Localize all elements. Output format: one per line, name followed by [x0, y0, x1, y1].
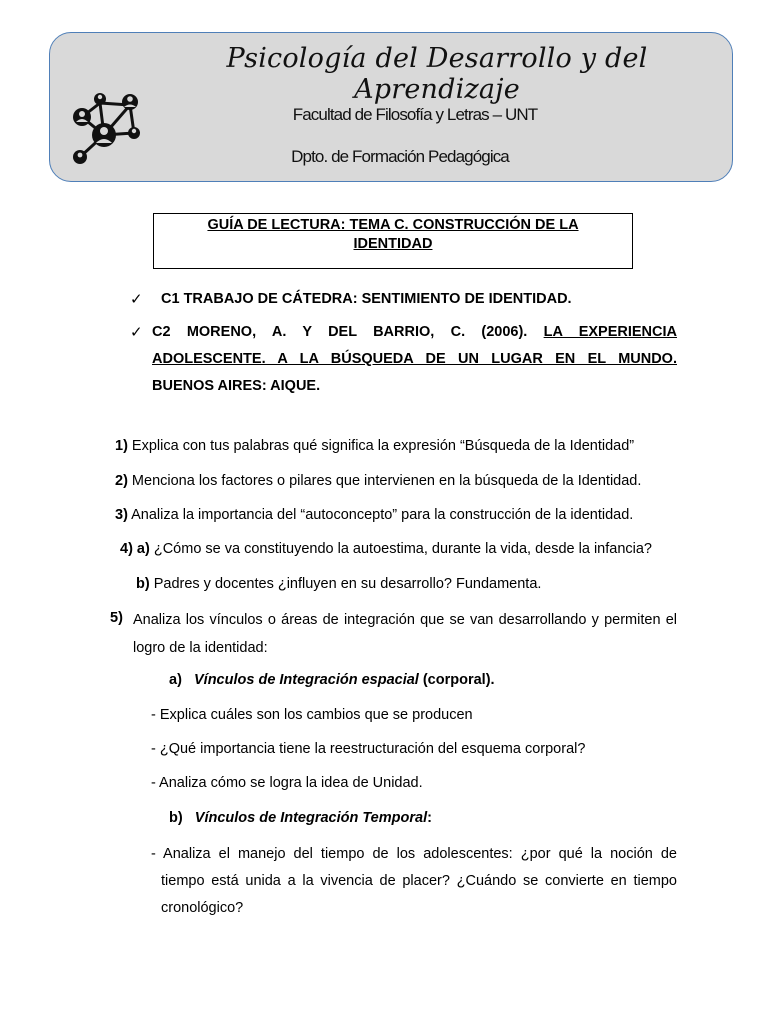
- question-text: Explica con tus palabras qué significa la expresión “Búsqueda de la Identidad”: [127, 438, 635, 454]
- section-letter: a): [169, 672, 182, 688]
- reference-text: [152, 319, 677, 400]
- reference-item-c2: [130, 323, 677, 400]
- question-text: Padres y docentes ¿influyen en su desarrollo? Fundamenta.: [149, 576, 542, 592]
- guide-title-box: [153, 213, 633, 269]
- section-b-heading: [169, 810, 432, 826]
- question-4a: [120, 541, 652, 557]
- question-text: Analiza los vínculos o áreas de integración que se van desarrollando y permiten el logro de la identidad:: [133, 612, 677, 656]
- guide-title-line1: GUÍA DE LECTURA: TEMA C. CONSTRUCCIÓN DE LA: [207, 217, 579, 233]
- section-b-bullet: [151, 841, 677, 922]
- reference-text: C1 TRABAJO DE CÁTEDRA: SENTIMIENTO DE IDENTIDAD.: [161, 291, 572, 307]
- network-people-icon: [64, 85, 144, 169]
- question-1: [115, 438, 634, 454]
- section-a-bullet: - Analiza cómo se logra la idea de Unidad.: [151, 775, 423, 791]
- course-title: Psicología del Desarrollo y del Aprendizaje: [226, 43, 648, 105]
- question-text: Menciona los factores o pilares que intervienen en la búsqueda de la Identidad.: [127, 473, 642, 489]
- document-header: [49, 32, 733, 182]
- section-a-bullet: - Explica cuáles son los cambios que se producen: [151, 707, 473, 723]
- bullet-line: cronológico?: [161, 900, 244, 916]
- question-number: 4) a): [120, 541, 150, 557]
- checkmark-icon: ✓: [130, 324, 143, 341]
- question-number: b): [136, 576, 150, 592]
- faculty-name: Facultad de Filosofía y Letras – UNT: [292, 105, 538, 124]
- reference-publisher: BUENOS AIRES: AIQUE.: [152, 378, 321, 394]
- section-a-bullet: - ¿Qué importancia tiene la reestructuración del esquema corporal?: [151, 741, 586, 757]
- section-title: Vínculos de Integración espacial: [194, 672, 419, 688]
- question-text: ¿Cómo se va constituyendo la autoestima, durante la vida, desde la infancia?: [149, 541, 652, 557]
- question-number: 1): [115, 438, 128, 454]
- checkmark-icon: ✓: [130, 291, 143, 308]
- question-number: 3): [115, 507, 128, 523]
- question-3: [115, 507, 633, 523]
- question-number: 5): [110, 610, 123, 626]
- section-letter: b): [169, 810, 183, 826]
- question-5: [110, 610, 677, 662]
- guide-title-line2: IDENTIDAD: [353, 236, 433, 252]
- bullet-line: - Analiza el manejo del tiempo de los adolescentes: ¿por qué la noción de: [151, 846, 677, 862]
- question-2: [115, 473, 641, 489]
- question-text: Analiza la importancia del “autoconcepto” para la construcción de la identidad.: [127, 507, 634, 523]
- section-title-suffix: :: [427, 810, 432, 826]
- bullet-line: tiempo está unida a la vivencia de placer? ¿Cuándo se convierte en tiempo: [161, 873, 677, 889]
- reference-title-part2: ADOLESCENTE. A LA BÚSQUEDA DE UN LUGAR EN EL MUNDO.: [152, 351, 677, 367]
- question-4b: [136, 576, 541, 592]
- section-title: Vínculos de Integración Temporal: [194, 810, 428, 826]
- reference-authors: C2 MORENO, A. Y DEL BARRIO, C. (2006).: [152, 324, 544, 340]
- department-name: Dpto. de Formación Pedagógica: [291, 147, 509, 166]
- section-a-heading: [169, 672, 495, 688]
- question-number: 2): [115, 473, 128, 489]
- reference-title-part1: LA EXPERIENCIA: [543, 324, 678, 340]
- section-title-suffix: (corporal).: [418, 672, 495, 688]
